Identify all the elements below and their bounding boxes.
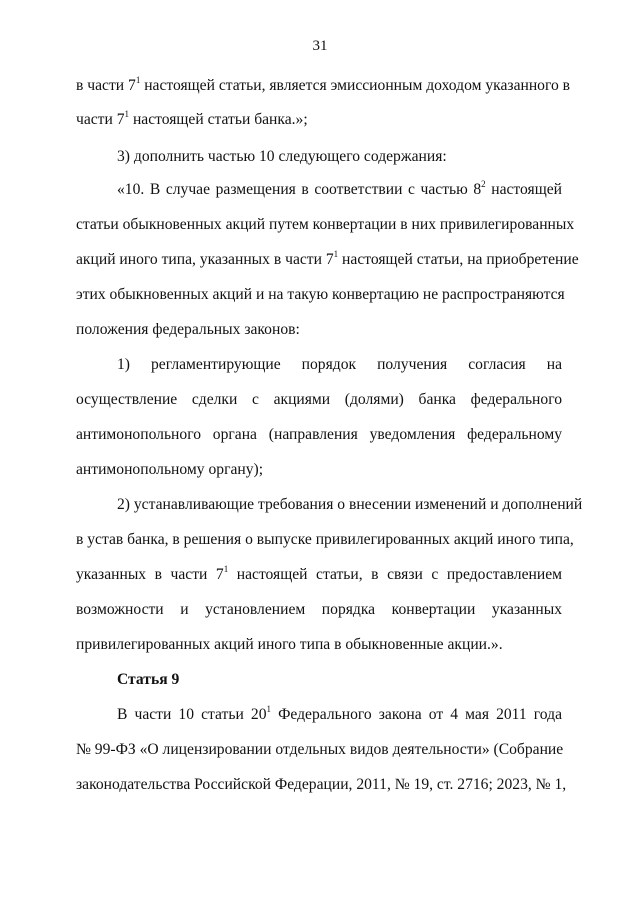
article-heading: Статья 9 [117,671,180,688]
text-line: привилегированных акций иного типа в обыкновенные акции.». [76,636,503,653]
text-line: антимонопольного органа (направления уведомления федеральному [76,426,562,443]
text-line: 2) устанавливающие требования о внесении изменений и дополнений [117,496,583,513]
text-line: в устав банка, в решения о выпуске привилегированных акций иного типа, [76,531,574,548]
page-number: 31 [312,38,328,54]
text-line: В части 10 статьи $20^1$ Федерального закона от 4 мая 2011 года [117,703,562,723]
text-line: возможности и установлением порядка конвертации указанных [76,601,562,618]
text-line: № 99-ФЗ «О лицензировании отдельных видов деятельности» (Собрание [76,741,564,758]
text-line: осуществление сделки с акциями (долями) банка федерального [76,391,562,408]
text-line: антимонопольному органу); [76,461,264,478]
text-line: 1) регламентирующие порядок получения согласия на [117,356,562,373]
text-line: положения федеральных законов: [76,321,300,338]
text-line: указанных в части $7^1$ настоящей статьи, в связи с предоставлением [76,563,562,583]
text-line: статьи обыкновенных акций путем конвертации в них привилегированных [76,216,575,233]
text-line: этих обыкновенных акций и на такую конвертацию не распространяются [76,286,565,303]
text-line: законодательства Российской Федерации, 2011, № 19, ст. 2716; 2023, № 1, [76,776,567,793]
text-line: «10. В случае размещения в соответствии с частью $8^2$ настоящей [117,178,562,198]
text-line: в части $7^1$ настоящей статьи, является эмиссионным доходом указанного в [76,74,571,94]
text-line: 3) дополнить частью 10 следующего содержания: [117,148,447,165]
text-line: части $7^1$ настоящей статьи банка.»; [76,108,308,128]
text-line: акций иного типа, указанных в части $7^1$ настоящей статьи, на приобретение [76,248,579,268]
